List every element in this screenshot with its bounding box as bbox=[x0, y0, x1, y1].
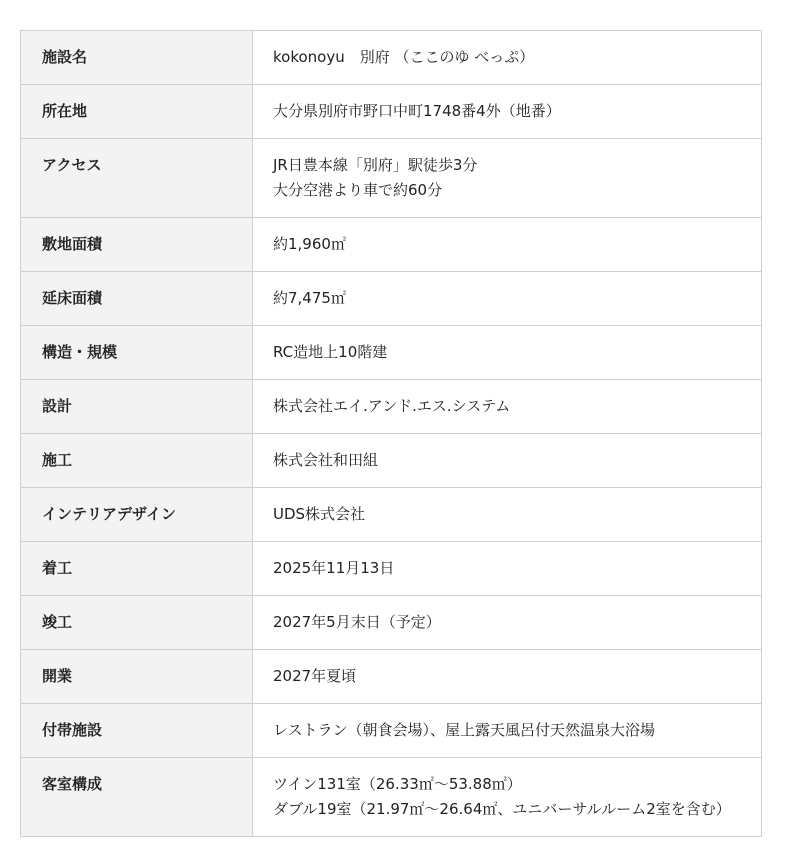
value-line: レストラン（朝食会場）、屋上露天風呂付天然温泉大浴場 bbox=[273, 721, 656, 739]
value-line: ダブル19室（21.97㎡～26.64㎡、ユニバーサルルーム2室を含む） bbox=[273, 800, 731, 818]
row-value bbox=[253, 380, 762, 434]
value-line: 株式会社和田組 bbox=[273, 451, 379, 469]
row-label: 客室構成 bbox=[21, 758, 253, 837]
table-row bbox=[21, 542, 762, 596]
table-row bbox=[21, 704, 762, 758]
value-line: 大分県別府市野口中町1748番4外（地番） bbox=[273, 102, 561, 120]
table-row bbox=[21, 650, 762, 704]
table-row bbox=[21, 218, 762, 272]
value-line: 株式会社エイ.アンド.エス.システム bbox=[273, 397, 511, 415]
value-line: UDS株式会社 bbox=[273, 505, 366, 523]
value-line: 2027年夏頃 bbox=[273, 667, 357, 685]
row-label: 付帯施設 bbox=[21, 704, 253, 758]
row-label: 構造・規模 bbox=[21, 326, 253, 380]
row-value bbox=[253, 326, 762, 380]
table-row bbox=[21, 31, 762, 85]
row-label: 設計 bbox=[21, 380, 253, 434]
row-label: アクセス bbox=[21, 139, 253, 218]
row-label: 敷地面積 bbox=[21, 218, 253, 272]
value-line: 2025年11月13日 bbox=[273, 559, 395, 577]
value-line: RC造地上10階建 bbox=[273, 343, 388, 361]
row-label: インテリアデザイン bbox=[21, 488, 253, 542]
table-row bbox=[21, 434, 762, 488]
facility-spec-table bbox=[20, 30, 762, 837]
row-value bbox=[253, 488, 762, 542]
table-row bbox=[21, 758, 762, 837]
row-value bbox=[253, 650, 762, 704]
value-line: ツイン131室（26.33㎡～53.88㎡） bbox=[273, 775, 522, 793]
table-row bbox=[21, 85, 762, 139]
row-value bbox=[253, 218, 762, 272]
row-value bbox=[253, 31, 762, 85]
row-value bbox=[253, 758, 762, 837]
row-label: 開業 bbox=[21, 650, 253, 704]
row-label: 施工 bbox=[21, 434, 253, 488]
table-row bbox=[21, 596, 762, 650]
row-label: 所在地 bbox=[21, 85, 253, 139]
row-label: 着工 bbox=[21, 542, 253, 596]
value-line: JR日豊本線「別府」駅徒歩3分 bbox=[273, 156, 478, 174]
row-value bbox=[253, 434, 762, 488]
row-value bbox=[253, 272, 762, 326]
value-line: 大分空港より車で約60分 bbox=[273, 181, 443, 199]
table-row bbox=[21, 272, 762, 326]
row-value bbox=[253, 139, 762, 218]
value-line: kokonoyu 別府 （ここのゆ べっぷ） bbox=[273, 48, 535, 66]
value-line: 2027年5月末日（予定） bbox=[273, 613, 441, 631]
table-row bbox=[21, 326, 762, 380]
row-value bbox=[253, 85, 762, 139]
row-label: 施設名 bbox=[21, 31, 253, 85]
row-value bbox=[253, 596, 762, 650]
table-row bbox=[21, 139, 762, 218]
value-line: 約7,475㎡ bbox=[273, 289, 346, 307]
row-label: 延床面積 bbox=[21, 272, 253, 326]
table-row bbox=[21, 380, 762, 434]
table-row bbox=[21, 488, 762, 542]
value-line: 約1,960㎡ bbox=[273, 235, 346, 253]
row-label: 竣工 bbox=[21, 596, 253, 650]
row-value bbox=[253, 542, 762, 596]
row-value bbox=[253, 704, 762, 758]
